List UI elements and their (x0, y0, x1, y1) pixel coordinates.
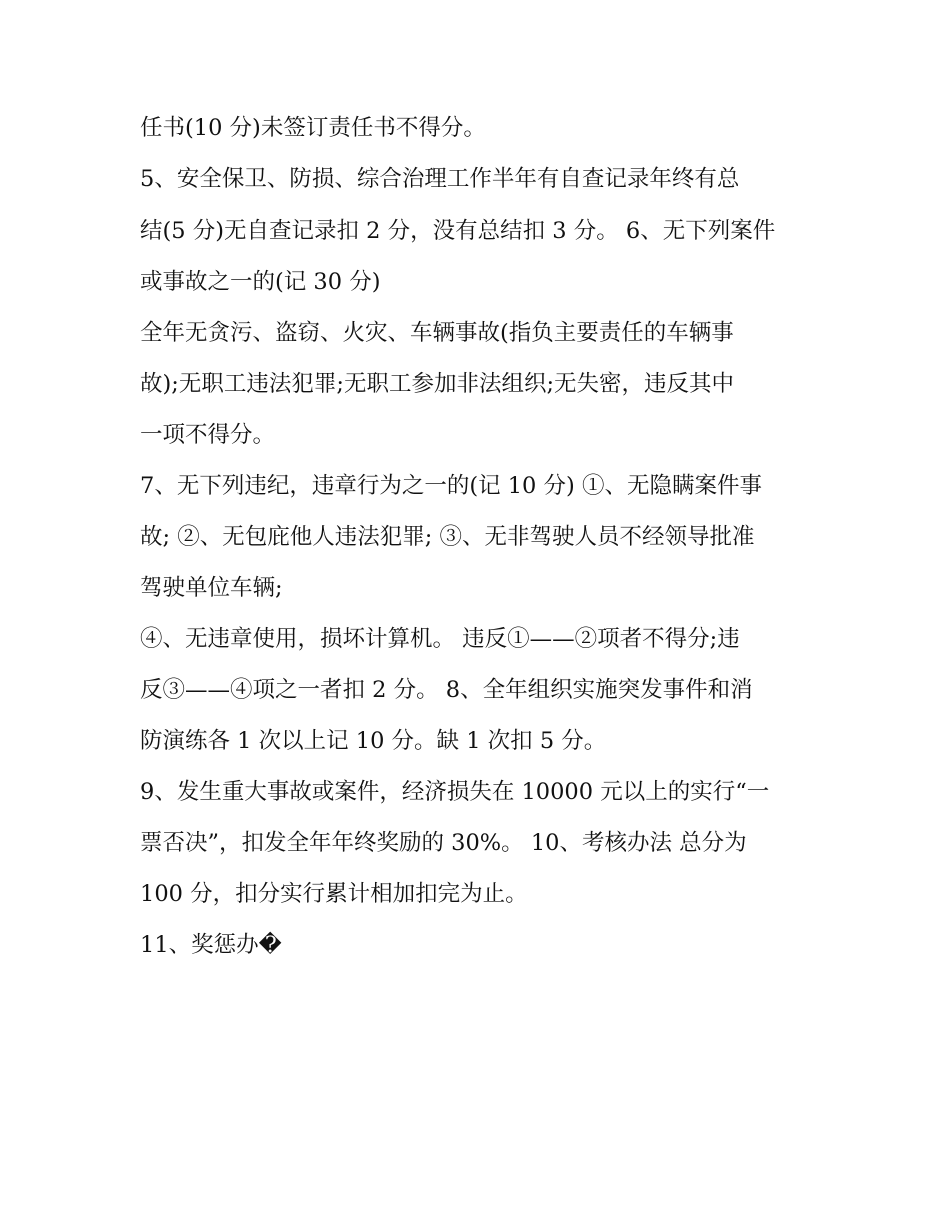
text-line: 或事故之一的(记 30 分) (140, 269, 381, 295)
text-line: 5、安全保卫、防损、综合治理工作半年有自查记录年终有总 (140, 166, 740, 192)
text-line: 反③——④项之一者扣 2 分。 8、全年组织实施突发事件和消 (140, 677, 753, 703)
text-line: 7、无下列违纪，违章行为之一的(记 10 分) ①、无隐瞒案件事 (140, 473, 762, 499)
text-line: 结(5 分)无自查记录扣 2 分，没有总结扣 3 分。 6、无下列案件 (140, 218, 776, 244)
text-line: 驾驶单位车辆; (140, 575, 283, 601)
text-line: 100 分，扣分实行累计相加扣完为止。 (140, 881, 528, 907)
text-line: 票否决”，扣发全年年终奖励的 30%。 10、考核办法 总分为 (140, 830, 747, 856)
text-line: 9、发生重大事故或案件，经济损失在 10000 元以上的实行“一 (140, 779, 770, 805)
text-line: 故);无职工违法犯罪;无职工参加非法组织;无失密，违反其中 (140, 371, 735, 397)
text-line: 一项不得分。 (140, 422, 276, 448)
text-line: 任书(10 分)未签订责任书不得分。 (140, 115, 486, 141)
text-line: 防演练各 1 次以上记 10 分。缺 1 次扣 5 分。 (140, 728, 607, 754)
text-line: 故; ②、无包庇他人违法犯罪; ③、无非驾驶人员不经领导批准 (140, 524, 755, 550)
text-line: 11、奖惩办� (140, 932, 282, 958)
text-line: ④、无违章使用，损坏计算机。 违反①——②项者不得分;违 (140, 626, 740, 652)
text-line: 全年无贪污、盗窃、火灾、车辆事故(指负主要责任的车辆事 (140, 320, 734, 346)
